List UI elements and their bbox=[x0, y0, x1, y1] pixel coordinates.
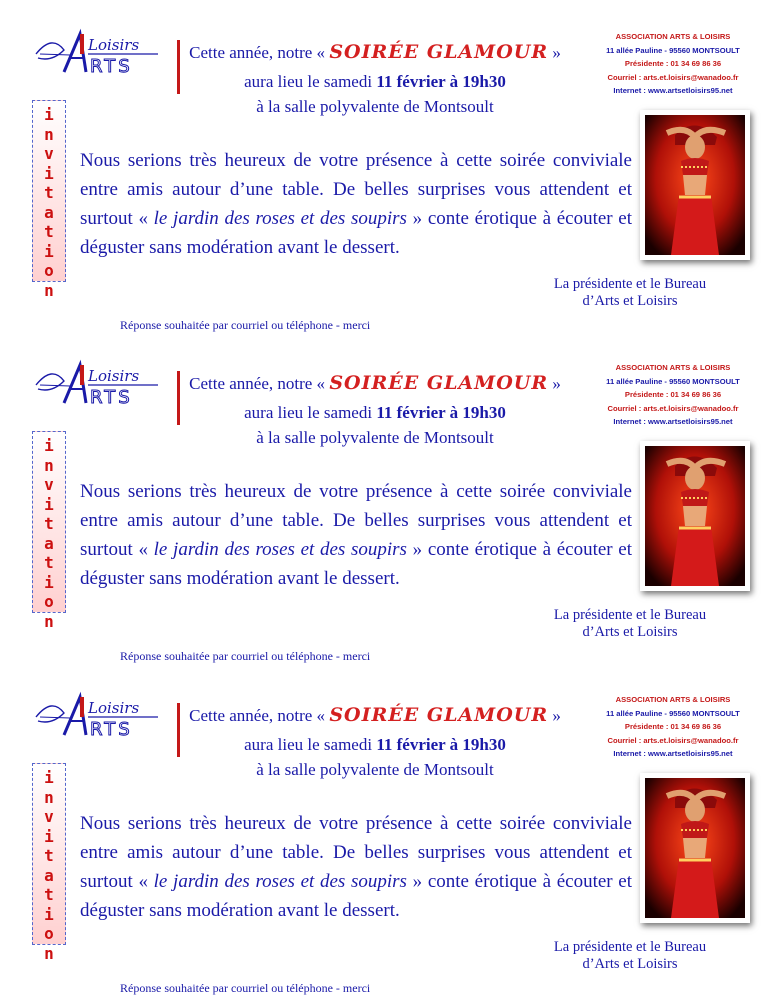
belly-dancer-photo bbox=[640, 441, 750, 591]
signature-line2: d’Arts et Loisirs bbox=[582, 956, 678, 972]
invitation-vertical-label bbox=[32, 100, 66, 300]
association-address: 11 allée Pauline - 95560 MONTSOULT bbox=[606, 376, 740, 386]
letter: n bbox=[44, 943, 54, 963]
signature bbox=[540, 276, 720, 310]
belly-dancer-photo bbox=[640, 110, 750, 260]
svg-text:RTS: RTS bbox=[90, 719, 133, 740]
story-title: le jardin des roses et des soupirs bbox=[153, 208, 407, 229]
signature-line2: d’Arts et Loisirs bbox=[582, 624, 678, 640]
association-contact bbox=[588, 361, 758, 429]
event-name: SOIRÉE GLAMOUR bbox=[329, 41, 549, 63]
signature bbox=[540, 607, 720, 641]
headline-suffix: » bbox=[552, 43, 561, 62]
letter: n bbox=[44, 611, 54, 631]
association-president: Présidente : 01 34 69 86 36 bbox=[624, 390, 722, 399]
association-website: Internet : www.artsetloisirs95.net bbox=[613, 749, 733, 758]
signature-line1: La présidente et le Bureau bbox=[553, 939, 707, 955]
headline-prefix: Cette année, notre « bbox=[189, 706, 326, 725]
invitation-card bbox=[0, 0, 768, 331]
reply-note: Réponse souhaitée par courriel ou téléphone - merci bbox=[120, 981, 371, 995]
letter: o bbox=[44, 592, 54, 611]
letter: a bbox=[44, 202, 54, 222]
letter: v bbox=[44, 807, 54, 826]
reply-note: Réponse souhaitée par courriel ou téléphone - merci bbox=[120, 318, 371, 332]
date-prefix: aura lieu le samedi bbox=[244, 72, 373, 91]
letter: v bbox=[44, 144, 54, 163]
invitation-body bbox=[80, 809, 632, 925]
body-part1: Nous serions très heureux de votre présence à cette soirée conviviale entre amis autour d’une table. De belles surprises vous attendent et surtout « bbox=[80, 481, 632, 560]
letter: t bbox=[44, 846, 54, 865]
association-website: Internet : www.artsetloisirs95.net bbox=[613, 86, 733, 95]
body-part1: Nous serions très heureux de votre présence à cette soirée conviviale entre amis autour d’une table. De belles surprises vous attendent et surtout « bbox=[80, 150, 632, 229]
letter: t bbox=[44, 183, 54, 202]
event-date: 11 février à 19h30 bbox=[376, 403, 506, 422]
reply-note: Réponse souhaitée par courriel ou téléphone - merci bbox=[120, 649, 371, 663]
event-name: SOIRÉE GLAMOUR bbox=[329, 372, 549, 394]
association-president: Présidente : 01 34 69 86 36 bbox=[624, 722, 722, 731]
invitation-vertical-label bbox=[32, 763, 66, 963]
letter: a bbox=[44, 865, 54, 885]
venue: à la salle polyvalente de Montsoult bbox=[256, 428, 494, 447]
event-date: 11 février à 19h30 bbox=[376, 735, 506, 754]
association-name: ASSOCIATION ARTS & LOISIRS bbox=[615, 32, 731, 41]
headline-prefix: Cette année, notre « bbox=[189, 374, 326, 393]
arts-loisirs-logo bbox=[30, 28, 160, 84]
letter: i bbox=[44, 572, 54, 592]
headline-suffix: » bbox=[552, 374, 561, 393]
association-website: Internet : www.artsetloisirs95.net bbox=[613, 417, 733, 426]
story-title: le jardin des roses et des soupirs bbox=[153, 871, 407, 892]
association-address: 11 allée Pauline - 95560 MONTSOULT bbox=[606, 708, 740, 718]
letter: i bbox=[44, 826, 54, 846]
date-prefix: aura lieu le samedi bbox=[244, 403, 373, 422]
body-part2: » conte érotique à écouter et déguster sans modération avant le dessert. bbox=[80, 539, 633, 589]
invitation-vertical-label bbox=[32, 431, 66, 631]
letter: i bbox=[44, 436, 54, 455]
arts-loisirs-logo bbox=[30, 359, 160, 415]
letter: o bbox=[44, 924, 54, 943]
invitation-body bbox=[80, 146, 632, 262]
letter: i bbox=[44, 904, 54, 924]
body-part2: » conte érotique à écouter et déguster sans modération avant le dessert. bbox=[80, 208, 633, 258]
association-name: ASSOCIATION ARTS & LOISIRS bbox=[615, 363, 731, 372]
letter: o bbox=[44, 261, 54, 280]
letter: t bbox=[44, 222, 54, 241]
story-title: le jardin des roses et des soupirs bbox=[153, 539, 407, 560]
letter: n bbox=[44, 124, 54, 144]
event-name: SOIRÉE GLAMOUR bbox=[329, 704, 549, 726]
association-email: Courriel : arts.et.loisirs@wanadoo.fr bbox=[607, 72, 739, 82]
association-email: Courriel : arts.et.loisirs@wanadoo.fr bbox=[607, 735, 739, 745]
letter: i bbox=[44, 163, 54, 183]
invitation-body bbox=[80, 477, 632, 593]
letter: n bbox=[44, 787, 54, 807]
signature-line1: La présidente et le Bureau bbox=[553, 607, 707, 623]
signature-line2: d’Arts et Loisirs bbox=[582, 293, 678, 309]
invitation-card bbox=[0, 331, 768, 662]
body-part1: Nous serions très heureux de votre présence à cette soirée conviviale entre amis autour d’une table. De belles surprises vous attendent et surtout « bbox=[80, 813, 632, 892]
letter: t bbox=[44, 514, 54, 533]
letter: i bbox=[44, 768, 54, 787]
belly-dancer-photo bbox=[640, 773, 750, 923]
date-prefix: aura lieu le samedi bbox=[244, 735, 373, 754]
association-contact bbox=[588, 30, 758, 98]
svg-text:RTS: RTS bbox=[90, 387, 133, 408]
letter: n bbox=[44, 280, 54, 300]
svg-text:Loisirs: Loisirs bbox=[88, 699, 140, 717]
letter: i bbox=[44, 494, 54, 514]
svg-text:Loisirs: Loisirs bbox=[88, 367, 140, 385]
association-contact bbox=[588, 693, 758, 761]
headline-prefix: Cette année, notre « bbox=[189, 43, 326, 62]
invitation-card bbox=[0, 663, 768, 994]
venue: à la salle polyvalente de Montsoult bbox=[256, 760, 494, 779]
letter: n bbox=[44, 455, 54, 475]
letter: t bbox=[44, 553, 54, 572]
headline bbox=[175, 701, 575, 781]
association-president: Présidente : 01 34 69 86 36 bbox=[624, 59, 722, 68]
svg-text:RTS: RTS bbox=[90, 56, 133, 77]
letter: i bbox=[44, 241, 54, 261]
letter: v bbox=[44, 475, 54, 494]
letter: t bbox=[44, 885, 54, 904]
letter: i bbox=[44, 105, 54, 124]
headline bbox=[175, 369, 575, 449]
headline-suffix: » bbox=[552, 706, 561, 725]
event-date: 11 février à 19h30 bbox=[376, 72, 506, 91]
arts-loisirs-logo bbox=[30, 691, 160, 747]
svg-text:Loisirs: Loisirs bbox=[88, 36, 140, 54]
headline bbox=[175, 38, 575, 118]
signature-line1: La présidente et le Bureau bbox=[553, 276, 707, 292]
body-part2: » conte érotique à écouter et déguster sans modération avant le dessert. bbox=[80, 871, 633, 921]
venue: à la salle polyvalente de Montsoult bbox=[256, 97, 494, 116]
association-name: ASSOCIATION ARTS & LOISIRS bbox=[615, 695, 731, 704]
signature bbox=[540, 939, 720, 973]
letter: a bbox=[44, 533, 54, 553]
association-email: Courriel : arts.et.loisirs@wanadoo.fr bbox=[607, 403, 739, 413]
association-address: 11 allée Pauline - 95560 MONTSOULT bbox=[606, 45, 740, 55]
